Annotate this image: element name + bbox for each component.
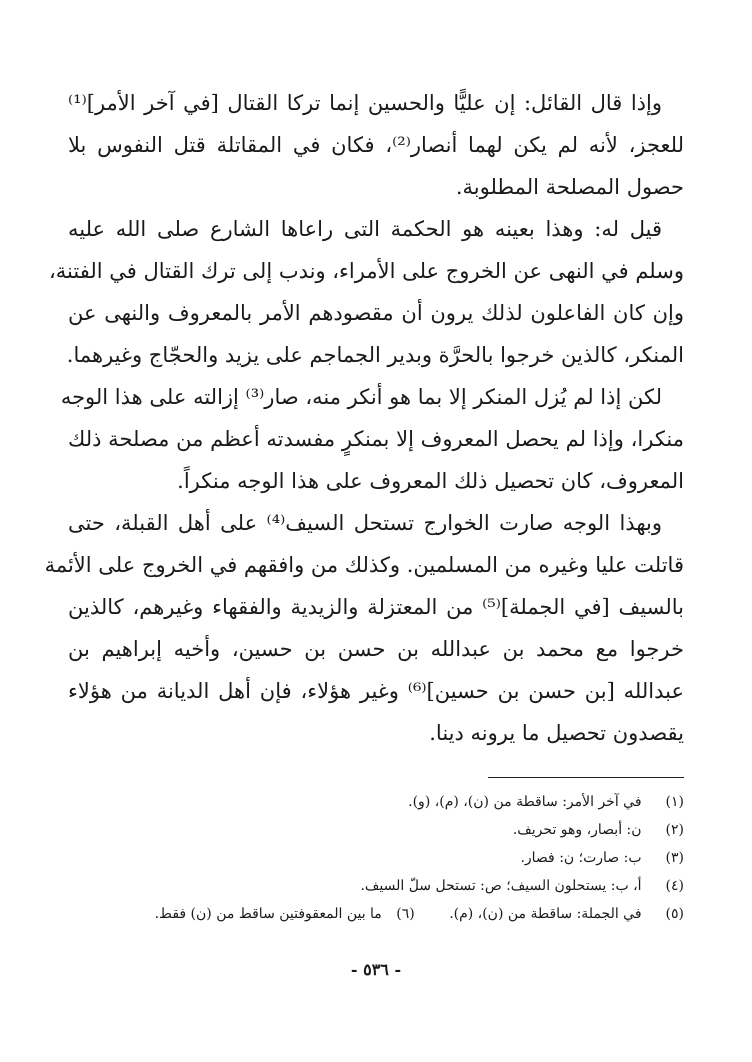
footnote <box>68 816 684 844</box>
text-line: يقصدون تحصيل ما يرونه دينا. <box>429 721 684 745</box>
footnotes <box>68 788 684 928</box>
footnote-number: (٢) <box>665 822 684 838</box>
page-number: - ٥٣٦ - <box>350 960 402 979</box>
footnote-text: ن: أبصار، وهو تحريف. <box>512 822 642 838</box>
text-line: وبهذا الوجه صارت الخوارج تستحل السيف⁽⁴⁾ على أهل القبلة، حتى <box>68 511 662 535</box>
footnote <box>68 788 684 816</box>
footnote-text: ما بين المعقوفتين ساقط من (ن) فقط. <box>154 906 382 922</box>
footnote-divider <box>488 777 684 778</box>
text-line: منكرا، وإذا لم يحصل المعروف إلا بمنكرٍ مفسدته أعظم من مصلحة ذلك <box>68 427 684 451</box>
footnote-number: (٤) <box>665 878 684 894</box>
footnote-number: (١) <box>665 794 684 810</box>
text-line: للعجز، لأنه لم يكن لهما أنصار⁽²⁾، فكان في المقاتلة قتل النفوس بلا <box>68 133 684 157</box>
footnote-number: (٥) <box>665 906 684 922</box>
text-line: وإذا قال القائل: إن عليًّا والحسين إنما تركا القتال [في آخر الأمر]⁽¹⁾ <box>68 91 662 115</box>
main-text <box>44 82 685 754</box>
footnote-text: في الجملة: ساقطة من (ن)، (م). <box>449 906 642 922</box>
text-line: خرجوا مع محمد بن عبدالله بن حسن بن حسين، وأخيه إبراهيم بن <box>68 637 684 661</box>
footnote-text: ب: صارت؛ ن: فصار. <box>520 850 642 866</box>
footnote-number: (٣) <box>665 850 684 866</box>
footnote-text: أ، ب: يستحلون السيف؛ ص: تستحل سلّ السيف. <box>360 878 642 894</box>
footnote-text: في آخر الأمر: ساقطة من (ن)، (م)، (و). <box>408 794 642 810</box>
footnote <box>68 900 684 928</box>
text-line: وسلم في النهى عن الخروج على الأمراء، وندب إلى ترك القتال في الفتنة، <box>49 259 684 283</box>
text-line: بالسيف [في الجملة]⁽⁵⁾ من المعتزلة والزيدية والفقهاء وغيرهم، كالذين <box>68 595 684 619</box>
text-line: لكن إذا لم يُزل المنكر إلا بما هو أنكر منه، صار⁽³⁾ إزالته على هذا الوجه <box>60 385 662 409</box>
text-line: قاتلت عليا وغيره من المسلمين. وكذلك من وافقهم في الخروج على الأئمة <box>44 553 684 577</box>
text-line: حصول المصلحة المطلوبة. <box>455 175 684 199</box>
text-line: المنكر، كالذين خرجوا بالحرَّة وبدير الجماجم على يزيد والحجّاج وغيرهما. <box>66 343 684 367</box>
text-line: عبدالله [بن حسن بن حسين]⁽⁶⁾ وغير هؤلاء، فإن أهل الديانة من هؤلاء <box>68 679 685 703</box>
text-line: المعروف، كان تحصيل ذلك المعروف على هذا الوجه منكراً. <box>177 469 684 493</box>
text-line: وإن كان الفاعلون لذلك يرون أن مقصودهم الأمر بالمعروف والنهى عن <box>68 301 684 325</box>
footnote <box>68 872 684 900</box>
footnote <box>68 844 684 872</box>
text-line: قيل له: وهذا بعينه هو الحكمة التى راعاها الشارع صلى الله عليه <box>68 217 662 241</box>
footnote-number: (٦) <box>396 906 415 922</box>
